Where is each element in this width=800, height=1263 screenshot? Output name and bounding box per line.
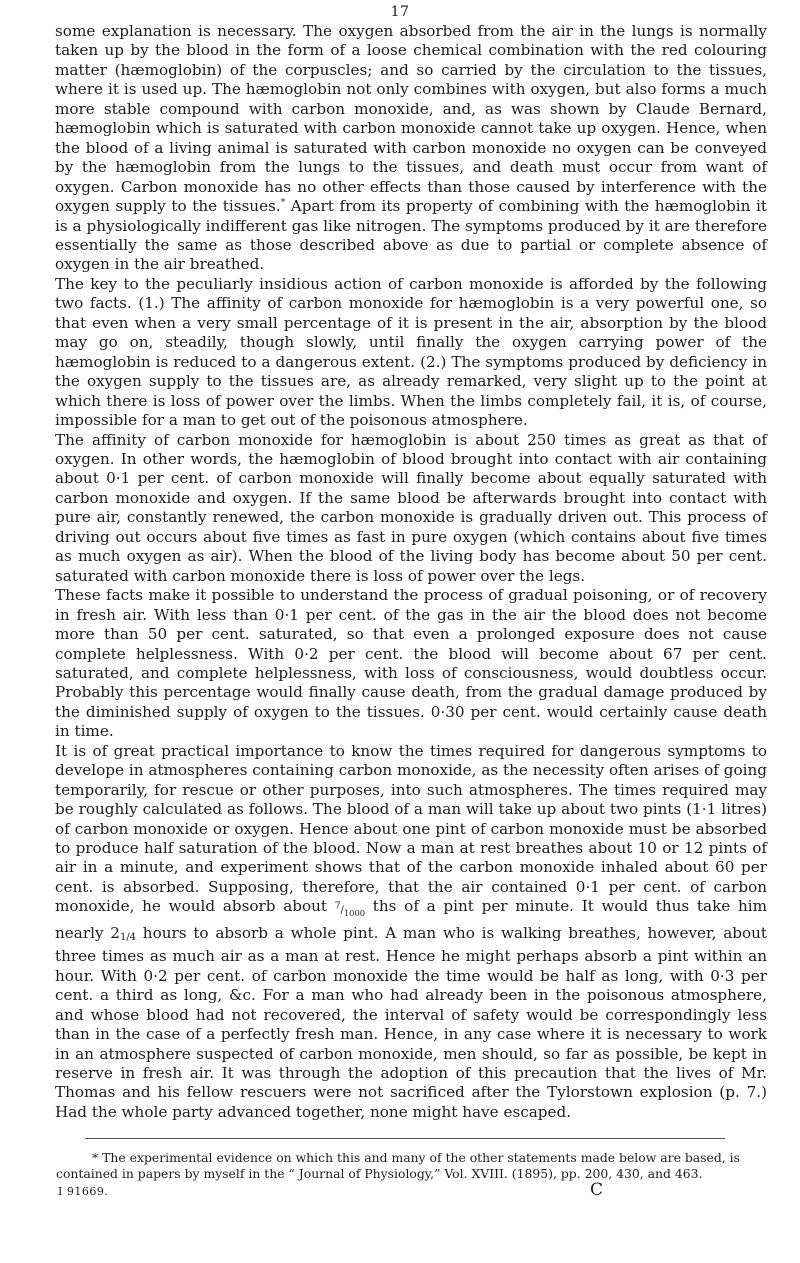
footnote-text: * The experimental evidence on which this and many of the other statements made below are based, is contained in papers by myself in the “ Journal of Physiology,” Vol. XVIII. (1895), pp. 200, 430, and 463. [56,1150,740,1181]
fraction-denominator: 1000 [343,908,366,919]
paragraph-text: Apart from its property of combining with the hæmoglobin it is a physiologically indifferent gas like nitrogen. The symptoms produced by it are therefore essentially the same as those described above as due to partial or complete absence of oxygen in the air breathed. [55,197,767,274]
body-text [55,22,767,1122]
fraction-quarter: 1/4 [119,931,137,943]
fraction-numerator: 7 [334,902,341,913]
fraction: $^7/_{1000}$ [334,902,366,919]
paragraph-text: ths of a pint per minute. It would thus take him nearly 2 [55,897,768,942]
printer-mark: I 91669. [58,1185,109,1198]
paragraph [55,586,767,742]
paragraph [55,275,767,431]
paragraph-text: It is of great practical importance to know the times required for dangerous symptoms to develope in atmospheres containing carbon monoxide, as the necessity often arises of going temporarily, for rescue or other purposes, into such atmospheres. The times required may be roughly calculated as follows. The blood of a man will take up about two pints (1·1 litres) of carbon monoxide or oxygen. Hence about one pint of carbon monoxide must be absorbed to produce half saturation of the blood. Now a man at rest breathes about 10 or 12 pints of air in a minute, and experiment shows that of the carbon monoxide inhaled about 60 per cent. is absorbed. Supposing, therefore, that the air contained 0·1 per cent. of carbon monoxide, he would absorb about [55,741,767,916]
paragraph [55,742,767,1123]
footnote-reference: * [280,198,286,209]
page-number: 17 [390,4,410,20]
paragraph-text: The affinity of carbon monoxide for hæmoglobin is about 250 times as great as that of oxygen. In other words, the hæmoglobin of blood brought into contact with air containing about 0·1 per cent. of carbon monoxide will finally become about equally saturated with carbon monoxide and oxygen. If the same blood be afterwards brought into contact with pure air, constantly renewed, the carbon monoxide is gradually driven out. This process of driving out occurs about five times as fast in pure oxygen (which contains about five times as much oxygen as air). When the blood of the living body has become about 50 per cent. saturated with carbon monoxide there is loss of power over the legs. [55,430,767,585]
paragraph [55,431,767,587]
signature-mark: C [590,1180,604,1200]
paragraph-text: The key to the peculiarly insidious action of carbon monoxide is afforded by the following two facts. (1.) The affinity of carbon monoxide for hæmoglobin is a very powerful one, so that even when a very small percentage of it is present in the air, absorption by the blood may go on, steadily, though slowly, until finally the oxygen carrying power of the hæmoglobin is reduced to a dangerous extent. (2.) The symptoms produced by deficiency in the oxygen supply to the tissues are, as already remarked, very slight up to the point at which there is loss of power over the limbs. When the limbs completely fail, it is, of course, impossible for a man to get out of the poisonous atmosphere. [55,274,767,430]
paragraph [55,22,767,275]
footnote-divider [85,1138,725,1139]
paragraph-text: some explanation is necessary. The oxygen absorbed from the air in the lungs is normally taken up by the blood in the form of a loose chemical combination with the red colouring matter (hæmoglobin) of the corpuscles; and so carried by the circulation to the tissues, where it is used up. The hæmoglobin not only combines with oxygen, but also forms a much more stable compound with carbon monoxide, and, as was shown by Claude Bernard, hæmoglobin which is saturated with carbon monoxide cannot take up oxygen. Hence, when the blood of a living animal is saturated with carbon monoxide no oxygen can be conveyed by the hæmoglobin from the lungs to the tissues, and death must occur from want of oxygen. Carbon monoxide has no other effects than those caused by interference with the oxygen supply to the tissues. [55,22,767,216]
paragraph-text: hours to absorb a whole pint. A man who is walking breathes, however, about three times as much air as a man at rest. Hence he might perhaps absorb a pint within an hour. With 0·2 per cent. of carbon monoxide the time would be half as long, with 0·3 per cent. a third as long, &c. For a man who had already been in the poisonous atmosphere, and whose blood had not recovered, the interval of safety would be correspondingly less than in the case of a perfectly fresh man. Hence, in any case where it is necessary to work in an atmosphere suspected of carbon monoxide, men should, so far as possible, be kept in reserve in fresh air. It was through the adoption of this precaution that the lives of Mr. Thomas and his fellow rescuers were not sacrificed after the Tylorstown explosion (p. 7.) Had the whole party advanced together, none might have escaped. [55,923,768,1121]
footnote [56,1150,768,1182]
paragraph-text: These facts make it possible to understand the process of gradual poisoning, or of recovery in fresh air. With less than 0·1 per cent. of the gas in the air the blood does not become more than 50 per cent. saturated, so that even a prolonged exposure does not cause complete helplessness. With 0·2 per cent. the blood will become about 67 per cent. saturated, and complete helplessness, with loss of consciousness, would doubtless occur. Probably this percentage would finally cause death, from the gradual damage produced by the diminished supply of oxygen to the tissues. 0·30 per cent. would certainly cause death in time. [55,586,767,741]
